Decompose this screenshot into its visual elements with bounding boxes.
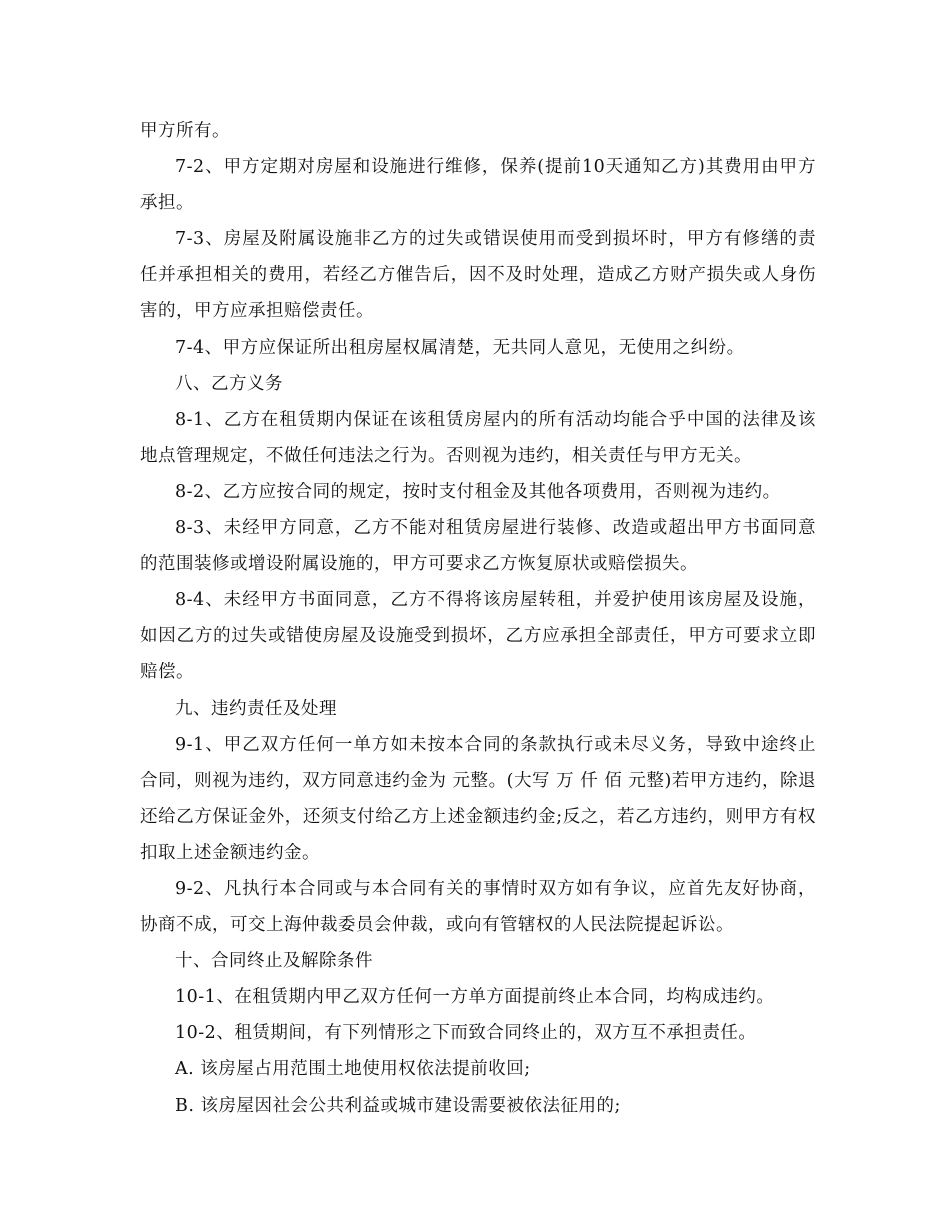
section-heading-8: 八、乙方义务 (175, 373, 283, 394)
paragraph-9-2: 9-2、凡执行本合同或与本合同有关的事情时双方如有争议，应首先友好协商，协商不成，可交上海仲裁委员会仲裁，或向有管辖权的人民法院提起诉讼。 (140, 878, 816, 936)
paragraph-8-1: 8-1、乙方在租赁期内保证在该租赁房屋内的所有活动均能合乎中国的法律及该地点管理规定，不做任何违法之行为。否则视为违约，相关责任与甲方无关。 (140, 409, 816, 466)
paragraph-10-2: 10-2、租赁期间，有下列情形之下而致合同终止的，双方互不承担责任。 (175, 1023, 757, 1044)
paragraph-7-3: 7-3、房屋及附属设施非乙方的过失或错误使用而受到损坏时，甲方有修缮的责任并承担相关的费用，若经乙方催告后，因不及时处理，造成乙方财产损失或人身伤害的，甲方应承担赔偿责任。 (140, 229, 816, 322)
paragraph-10-1: 10-1、在租赁期内甲乙双方任何一方单方面提前终止本合同，均构成违约。 (175, 987, 775, 1008)
section-heading-10: 十、合同终止及解除条件 (175, 951, 373, 972)
section-heading-9: 九、违约责任及处理 (175, 698, 337, 719)
list-item-a: A. 该房屋占用范围土地使用权依法提前收回; (175, 1059, 531, 1080)
document-body (140, 113, 816, 1124)
paragraph-8-4: 8-4、未经甲方书面同意，乙方不得将该房屋转租，并爱护使用该房屋及设施，如因乙方的过失或错使房屋及设施受到损坏，乙方应承担全部责任，甲方可要求立即赔偿。 (140, 590, 816, 683)
paragraph-8-2: 8-2、乙方应按合同的规定，按时支付租金及其他各项费用，否则视为违约。 (175, 481, 781, 502)
list-item-b: B. 该房屋因社会公共利益或城市建设需要被依法征用的; (175, 1095, 621, 1116)
paragraph-9-1: 9-1、甲乙双方任何一单方如未按本合同的条款执行或未尽义务，导致中途终止合同，则视为违约，双方同意违约金为 元整。(大写 万 仟 佰 元整)若甲方违约，除退还给乙方保证金外，还须支付给乙方上述金额违约金;反之，若乙方违约，则甲方有权扣取上述金额违约金。 (140, 734, 816, 863)
paragraph-continuation: 甲方所有。 (140, 121, 230, 141)
paragraph-7-2: 7-2、甲方定期对房屋和设施进行维修，保养(提前10天通知乙方)其费用由甲方承担。 (140, 157, 816, 214)
paragraph-8-3: 8-3、未经甲方同意，乙方不能对租赁房屋进行装修、改造或超出甲方书面同意的范围装修或增设附属设施的，甲方可要求乙方恢复原状或赔偿损失。 (140, 518, 816, 575)
paragraph-7-4: 7-4、甲方应保证所出租房屋权属清楚，无共同人意见，无使用之纠纷。 (175, 337, 745, 358)
